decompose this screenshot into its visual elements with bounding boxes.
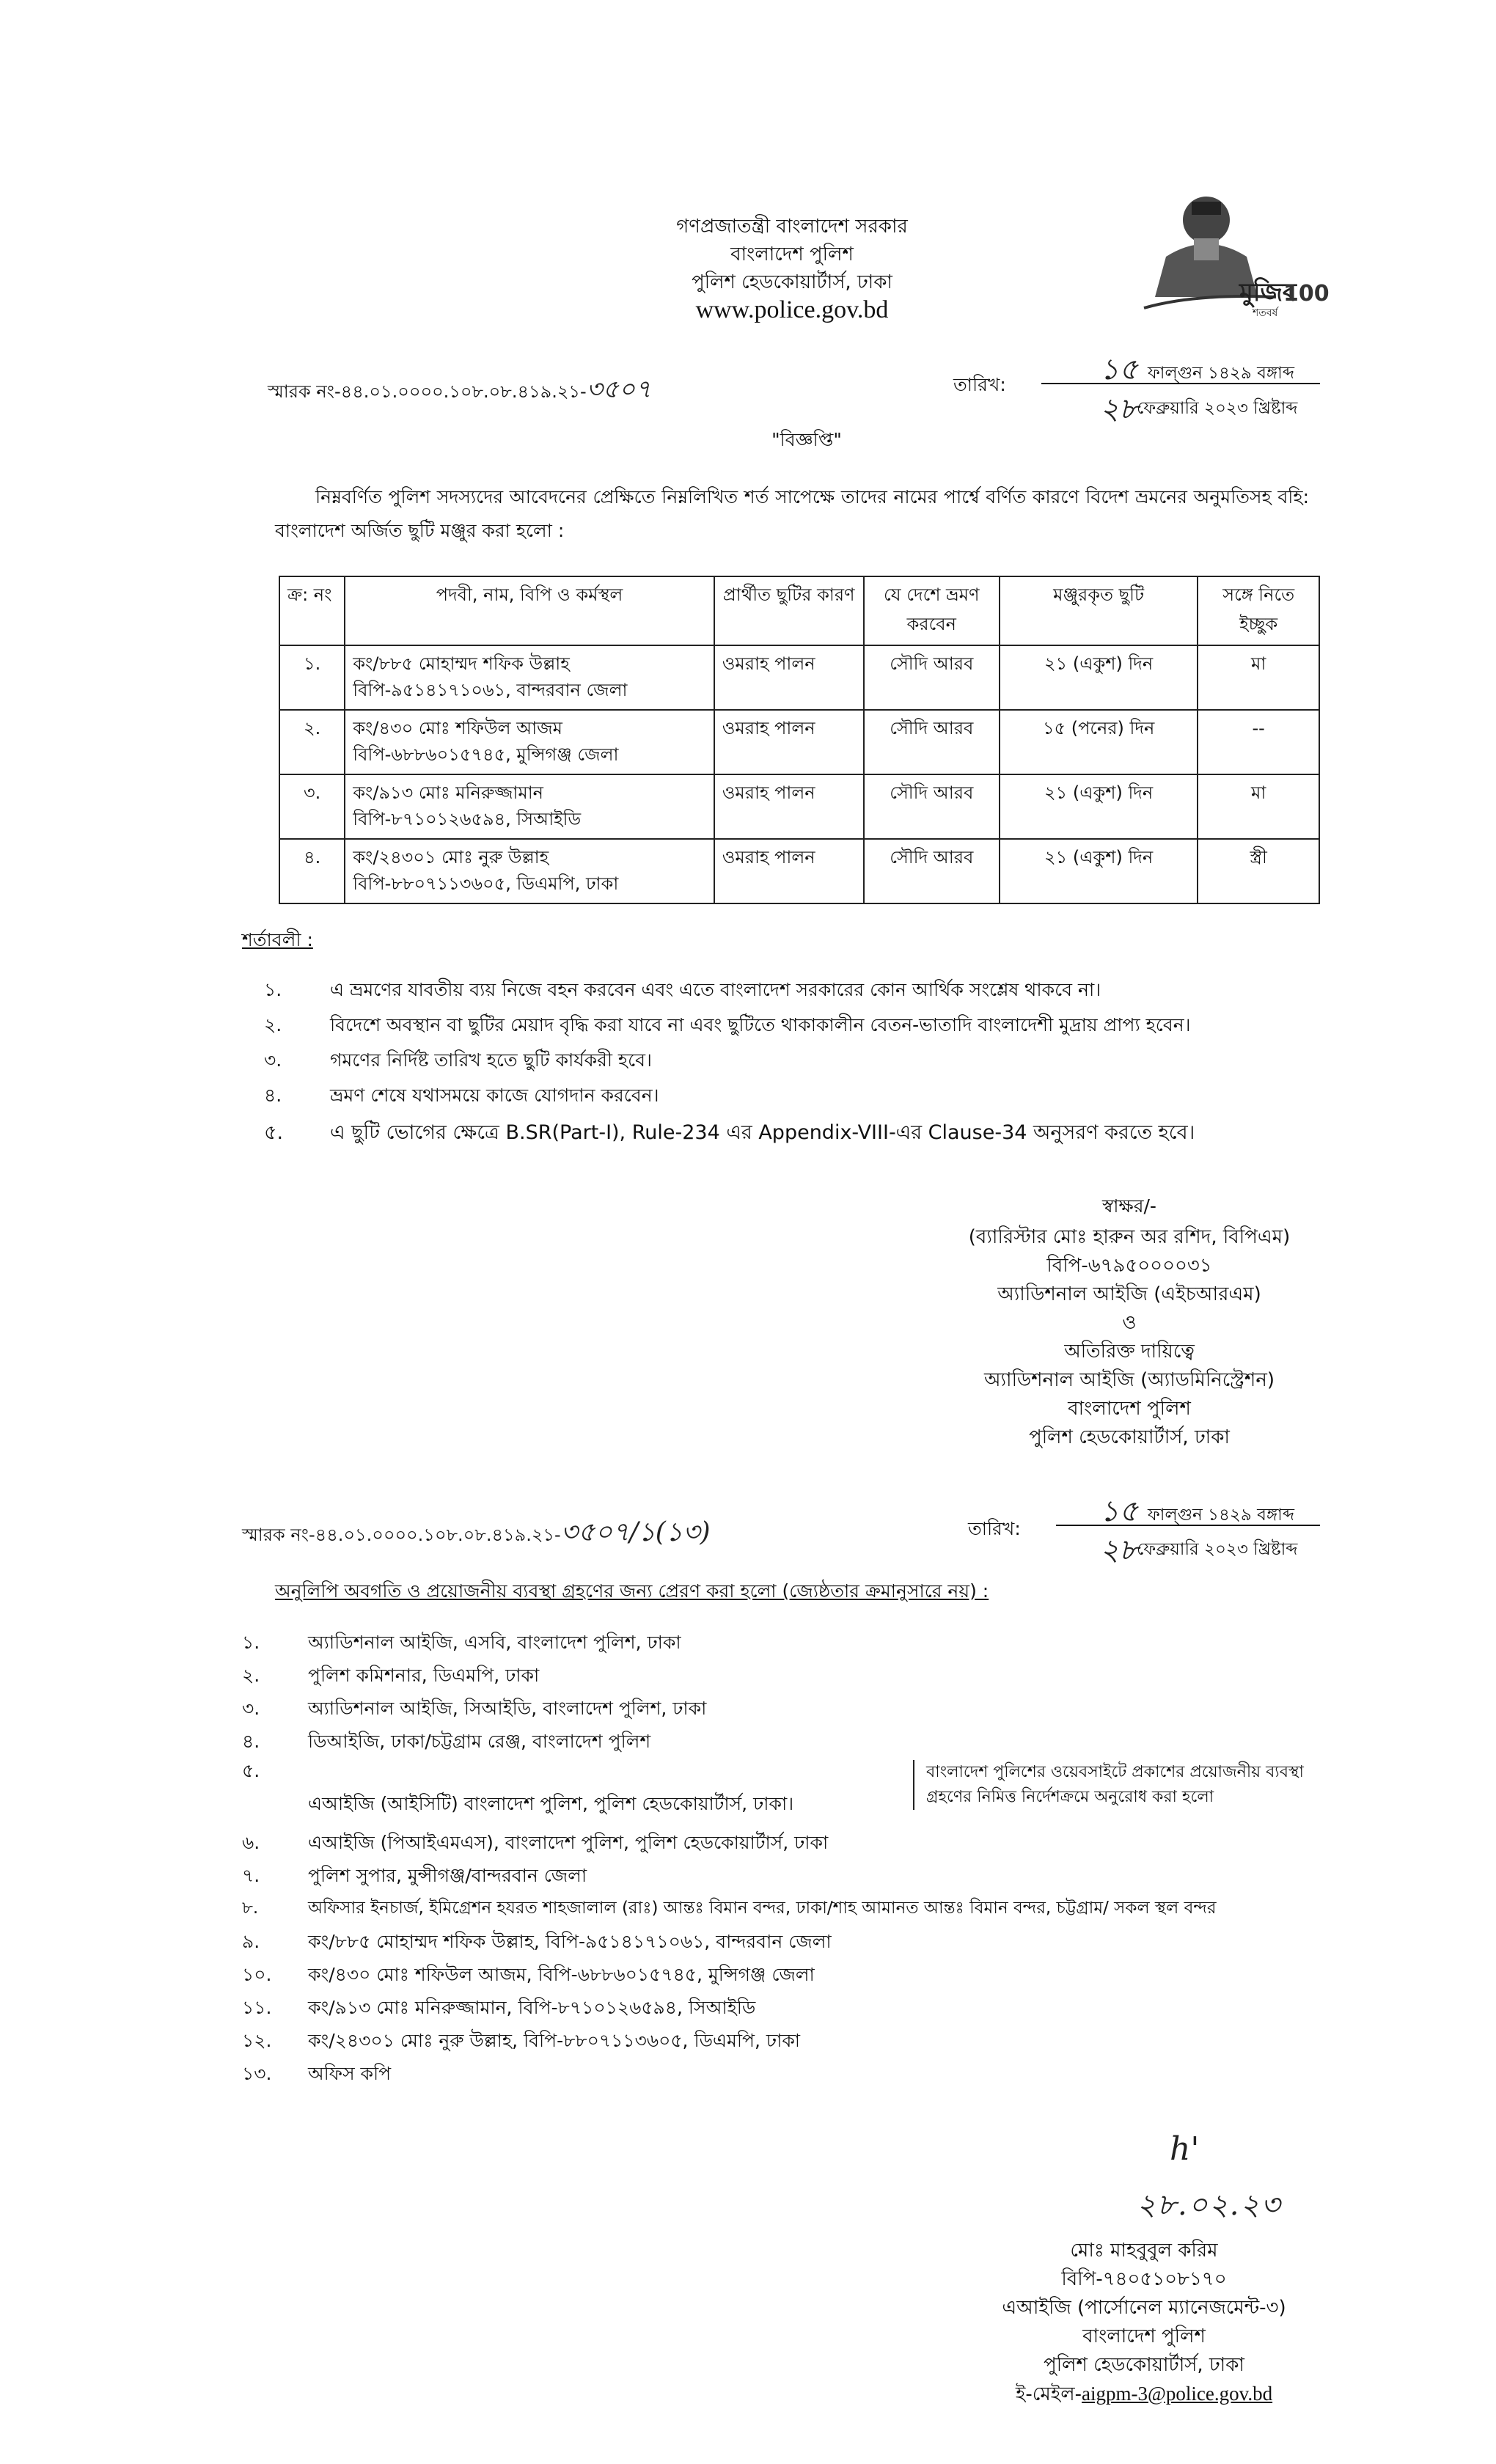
copy-intro: অনুলিপি অবগতি ও প্রয়োজনীয় ব্যবস্থা গ্রহণের জন্য প্রেরণ করা হলো (জ্যেষ্ঠতার ক্রমানুসারে নয়) : [275,1580,989,1602]
logo-text: মুজিব [1239,278,1297,307]
notice-title: "বিজ্ঞপ্তি" [771,429,842,450]
intro-paragraph: নিম্নবর্ণিত পুলিশ সদস্যদের আবেদনের প্রেক্ষিতে নিম্নলিখিত শর্ত সাপেক্ষে তাদের নামের পার্শ্বে বর্ণিত কারণে বিদেশ ভ্রমনের অনুমতিসহ বহি: বাংলাদেশ অর্জিত ছুটি মঞ্জুর করা হলো : [275,486,1309,541]
memo-date-1: ১৫ ফাল্গুন ১৪২৯ বঙ্গাব্দ [1041,351,1320,384]
memo-ref-handwritten: ৩৫০৭ [586,375,652,404]
conditions-title: শর্তাবলী : [242,929,313,950]
condition-item: ৩. গমণের নির্দিষ্ট তারিখ হতে ছুটি কার্যকরী হবে। [264,1049,652,1071]
copy-item-5-text: এআইজি (আইসিটি) বাংলাদেশ পুলিশ, পুলিশ হেডকোয়ার্টার্স, ঢাকা। [308,1793,794,1814]
col-country: যে দেশে ভ্রমণ করবেন [864,576,1000,645]
email-link[interactable]: aigpm-3@police.gov.bd [1082,2383,1273,2405]
mujib-centenary-logo [1129,187,1330,334]
table-row: ৩. কং/৯১৩ মোঃ মনিরুজ্জামান বিপি-৮৭১০১২৬৫৯৪, সিআইডি ওমরাহ পালন সৌদি আরব ২১ (একুশ) দিন মা [279,774,1319,839]
copy-item: ১০. কং/৪৩০ মোঃ শফিউল আজম, বিপি-৬৮৮৬০১৫৭৪৫, মুন্সিগঞ্জ জেলা [242,1964,815,1985]
copy-item: ৪. ডিআইজি, ঢাকা/চট্টগ্রাম রেঞ্জ, বাংলাদেশ পুলিশ [242,1731,651,1752]
handwritten-sign-date: ২৮.০২.২৩ [1137,2188,1282,2222]
leave-table [279,576,1320,904]
header-office: পুলিশ হেডকোয়ার্টার্স, ঢাকা [692,271,892,293]
condition-item: ১. এ ভ্রমণের যাবতীয় ব্যয় নিজে বহন করবেন এবং এতে বাংলাদেশ সরকারের কোন আর্থিক সংশ্লেষ থাকবে না। [264,979,1101,1000]
col-leave: মঞ্জুরকৃত ছুটি [1000,576,1198,645]
copy-item: ৫. [242,1760,260,1781]
header-block [513,213,1071,324]
condition-item: ৪. ভ্রমণ শেষে যথাসময়ে কাজে যোগদান করবেন। [264,1085,659,1106]
memo-date-2: ২৮ ফেব্রুয়ারি ২০২৩ খ্রিষ্টাব্দ [1100,392,1298,426]
memo2-date-2: ২৮ ফেব্রুয়ারি ২০২৩ খ্রিষ্টাব্দ [1100,1533,1298,1567]
copy-item: ১১. কং/৯১৩ মোঃ মনিরুজ্জামান, বিপি-৮৭১০১২৬৫৯৪, সিআইডি [242,1997,756,2018]
memo2-ref-handwritten: ৩৫০৭/১(১৩) [560,1517,711,1547]
memo2-ref: স্মারক নং-৪৪.০১.০০০০.১০৮.০৮.৪১৯.২১-৩৫০৭/১(১৩) [242,1517,711,1547]
memo-date-label: তারিখ: [953,374,1006,395]
header-police: বাংলাদেশ পুলিশ [730,243,854,265]
copy-item: ৬. এআইজি (পিআইএমএস), বাংলাদেশ পুলিশ, পুলিশ হেডকোয়ার্টার্স, ঢাকা [242,1832,829,1853]
col-name: পদবী, নাম, বিপি ও কর্মস্থল [345,576,714,645]
header-website: www.police.gov.bd [695,296,889,323]
copy-item: ১৩. অফিস কপি [242,2063,392,2084]
copy-item: ৭. পুলিশ সুপার, মুন্সীগঞ্জ/বান্দরবান জেলা [242,1865,587,1886]
copy-item: ১. অ্যাডিশনাল আইজি, এসবি, বাংলাদেশ পুলিশ, ঢাকা [242,1632,681,1653]
condition-item: ৫. এ ছুটি ভোগের ক্ষেত্রে B.SR(Part-I), Rule-234 এর Appendix-VIII-এর Clause-34 অনুসরণ করতে হবে। [264,1121,1195,1144]
memo2-date-label: তারিখ: [968,1518,1021,1539]
copy-item: ২. পুলিশ কমিশনার, ডিএমপি, ঢাকা [242,1665,540,1686]
email-line: ই-মেইল-aigpm-3@police.gov.bd [1015,2383,1273,2405]
condition-item: ২. বিদেশে অবস্থান বা ছুটির মেয়াদ বৃদ্ধি করা যাবে না এবং ছুটিতে থাকাকালীন বেতন-ভাতাদি বাংলাদেশী মুদ্রায় প্রাপ্য হবেন। [264,1014,1191,1035]
col-companion: সঙ্গে নিতে ইচ্ছুক [1198,576,1319,645]
table-row: ১. কং/৮৮৫ মোহাম্মদ শফিক উল্লাহ বিপি-৯৫১৪১৭১০৬১, বান্দরবান জেলা ওমরাহ পালন সৌদি আরব ২১ (একুশ) দিন মা [279,645,1319,710]
signed-mark: স্বাক্ষর/- [1102,1195,1156,1217]
logo-number: 100 [1283,281,1330,307]
table-row: ২. কং/৪৩০ মোঃ শফিউল আজম বিপি-৬৮৮৬০১৫৭৪৫, মুন্সিগঞ্জ জেলা ওমরাহ পালন সৌদি আরব ১৫ (পনের) দিন -- [279,710,1319,774]
table-row: ৪. কং/২৪৩০১ মোঃ নুরু উল্লাহ বিপি-৮৮০৭১১৩৬০৫, ডিএমপি, ঢাকা ওমরাহ পালন সৌদি আরব ২১ (একুশ) দিন স্ত্রী [279,839,1319,903]
col-serial: ক্র: নং [279,576,345,645]
signature-block-1: (ব্যারিস্টার মোঃ হারুন অর রশিদ, বিপিএম) বিপি-৬৭৯৫০০০০৩১ অ্যাডিশনাল আইজি (এইচআরএম) ও অতিরিক্ত দায়িত্বে অ্যাডিশনাল আইজি (অ্যাডমিনিস্ট্রেশন) বাংলাদেশ পুলিশ পুলিশ হেডকোয়ার্টার্স, ঢাকা [968,1226,1291,1448]
header-govt: গণপ্রজাতন্ত্রী বাংলাদেশ সরকার [676,216,908,238]
website-publish-note: বাংলাদেশ পুলিশের ওয়েবসাইটে প্রকাশের প্রয়োজনীয় ব্যবস্থা গ্রহণের নিমিত্ত নির্দেশক্রমে অনুরোধ করা হলো [913,1760,1344,1810]
handwritten-initial: h' [1170,2130,1200,2168]
logo-subtext: শতবর্ষ [1253,307,1278,319]
signature-block-2: মোঃ মাহবুবুল করিম বিপি-৭৪০৫১০৮১৭০ এআইজি (পার্সোনেল ম্যানেজমেন্ট-৩) বাংলাদেশ পুলিশ পুলিশ হেডকোয়ার্টার্স, ঢাকা ই-মেইল-aigpm-3@police.gov.bd [953,2237,1335,2409]
copy-item: ৮. অফিসার ইনচার্জ, ইমিগ্রেশন হযরত শাহজালাল (রাঃ) আন্তঃ বিমান বন্দর, ঢাকা/শাহ আমানত আন্তঃ বিমান বন্দর, চট্টগ্রাম/ সকল স্থল বন্দর [242,1899,1217,1918]
memo-ref: স্মারক নং-৪৪.০১.০০০০.১০৮.০৮.৪১৯.২১-৩৫০৭ [268,375,652,404]
col-reason: প্রার্থীত ছুটির কারণ [714,576,864,645]
copy-item: ১২. কং/২৪৩০১ মোঃ নুরু উল্লাহ, বিপি-৮৮০৭১১৩৬০৫, ডিএমপি, ঢাকা [242,2030,801,2051]
memo2-date-1: ১৫ ফাল্গুন ১৪২৯ বঙ্গাব্দ [1056,1492,1320,1526]
copy-item: ৩. অ্যাডিশনাল আইজি, সিআইডি, বাংলাদেশ পুলিশ, ঢাকা [242,1698,707,1719]
copy-item: ৯. কং/৮৮৫ মোহাম্মদ শফিক উল্লাহ, বিপি-৯৫১৪১৭১০৬১, বান্দরবান জেলা [242,1931,832,1952]
table-header-row [279,576,1319,645]
